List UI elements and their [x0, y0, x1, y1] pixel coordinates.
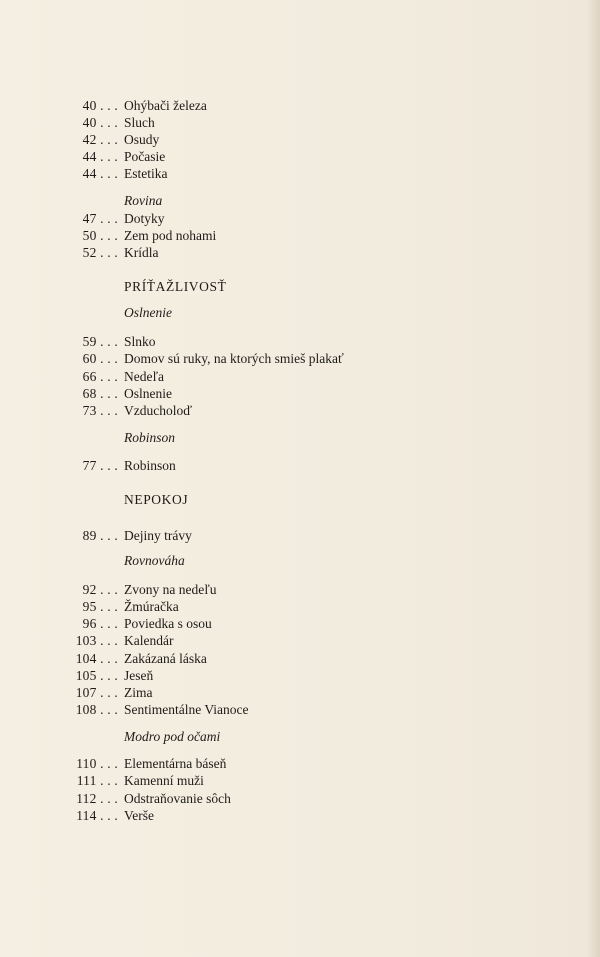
toc-title: Elementárna báseň	[124, 756, 227, 771]
toc-title: Oslnenie	[124, 386, 172, 401]
toc-page-number: 44 . . .	[82, 149, 118, 164]
toc-page-number: 95 . . .	[82, 599, 118, 614]
toc-title: Kalendár	[124, 633, 174, 648]
toc-section-heading: NEPOKOJ	[124, 492, 189, 507]
toc-title: Domov sú ruky, na ktorých smieš plakať	[124, 351, 344, 366]
toc-page-number: 59 . . .	[82, 334, 118, 349]
toc-subsection-heading: Oslnenie	[124, 305, 172, 320]
toc-title: Robinson	[124, 458, 176, 473]
toc-page-number: 60 . . .	[82, 351, 118, 366]
toc-page-number: 52 . . .	[82, 245, 118, 260]
toc-page-number: 104 . . .	[75, 651, 118, 666]
toc-page-number: 108 . . .	[75, 702, 118, 717]
toc-title: Osudy	[124, 132, 160, 147]
toc-subsection-heading: Robinson	[124, 430, 176, 445]
toc-title: Zvony na nedeľu	[124, 582, 217, 597]
toc-page-number: 44 . . .	[82, 166, 118, 181]
toc-title: Ohýbači železa	[124, 98, 207, 113]
toc-title: Jeseň	[124, 668, 154, 683]
toc-title: Verše	[124, 808, 154, 823]
toc-page-number: 66 . . .	[82, 369, 118, 384]
toc-title: Slnko	[124, 334, 156, 349]
toc-subsection-heading: Rovnováha	[124, 553, 185, 568]
toc-title: Nedeľa	[124, 369, 164, 384]
toc-title: Krídla	[124, 245, 159, 260]
toc-title: Dotyky	[124, 211, 165, 226]
toc-page-number: 111 . . .	[76, 773, 118, 788]
toc-page-number: 40 . . .	[82, 98, 118, 113]
toc-page-number: 42 . . .	[82, 132, 118, 147]
toc-subsection-heading: Modro pod očami	[124, 729, 221, 744]
toc-title: Kamenní muži	[124, 773, 204, 788]
toc-page-number: 107 . . .	[75, 685, 118, 700]
toc-title: Sentimentálne Vianoce	[124, 702, 249, 717]
toc-page-number: 110 . . .	[76, 756, 118, 771]
toc-page-number: 47 . . .	[82, 211, 118, 226]
toc-page-number: 103 . . .	[75, 633, 118, 648]
toc-title: Estetika	[124, 166, 168, 181]
toc-title: Poviedka s osou	[124, 616, 212, 631]
toc-title: Žmúračka	[124, 599, 179, 614]
toc-page-number: 114 . . .	[76, 808, 118, 823]
toc-page-number: 92 . . .	[82, 582, 118, 597]
toc-title: Odstraňovanie sôch	[124, 791, 231, 806]
toc-page-number: 77 . . .	[82, 458, 118, 473]
toc-page-number: 112 . . .	[76, 791, 118, 806]
toc-title: Zima	[124, 685, 153, 700]
toc-page-number: 89 . . .	[82, 528, 118, 543]
toc-title: Počasie	[124, 149, 166, 164]
toc-section-heading: PRÍŤAŽLIVOSŤ	[124, 279, 227, 294]
toc-page-number: 105 . . .	[75, 668, 118, 683]
toc-page-number: 40 . . .	[82, 115, 118, 130]
toc-title: Dejiny trávy	[124, 528, 192, 543]
toc-title: Zem pod nohami	[124, 228, 217, 243]
toc-page-number: 73 . . .	[82, 403, 118, 418]
toc-title: Sluch	[124, 115, 155, 130]
toc-page-number: 68 . . .	[82, 386, 118, 401]
toc-page-number: 50 . . .	[82, 228, 118, 243]
toc-title: Zakázaná láska	[124, 651, 207, 666]
toc-title: Vzducholoď	[124, 403, 192, 418]
toc-page-number: 96 . . .	[82, 616, 118, 631]
toc-subsection-heading: Rovina	[124, 193, 163, 208]
